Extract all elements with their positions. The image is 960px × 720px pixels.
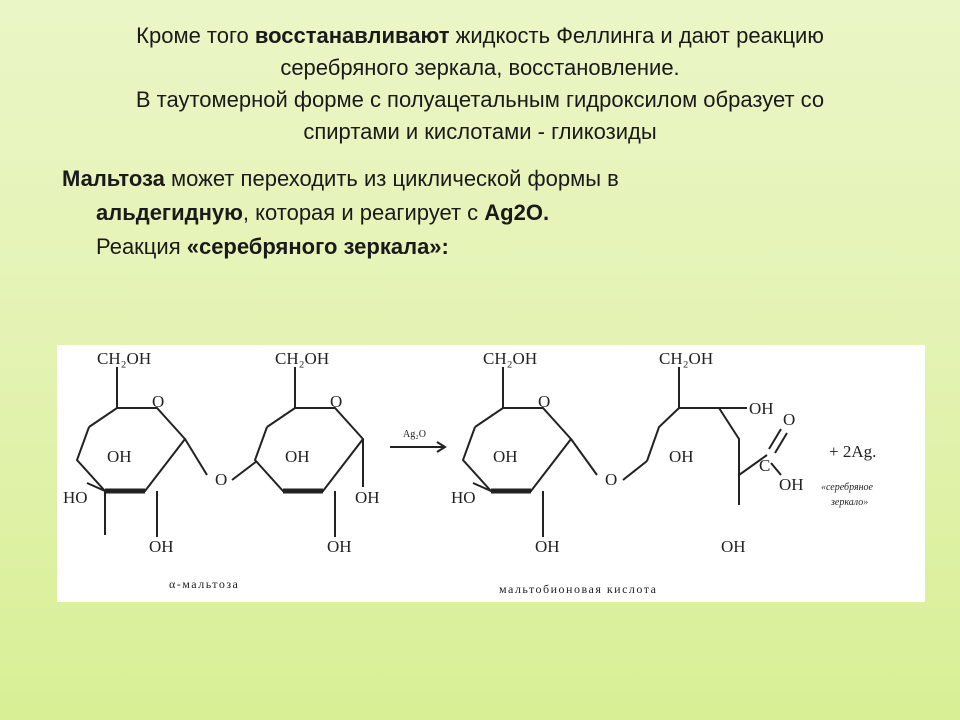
maltose-line-1: Мальтоза может переходить из циклической формы в xyxy=(62,166,619,191)
label-ch2oh-3: CH₂OH xyxy=(483,349,538,368)
maltose-text xyxy=(62,162,922,264)
reaction-scheme-svg xyxy=(57,345,925,602)
intro-line-1: Кроме того восстанавливают жидкость Феллинга и дают реакцию xyxy=(136,23,824,48)
label-o-bridge-1: O xyxy=(215,470,228,489)
maltose-line-3: Реакция «серебряного зеркала»: xyxy=(96,234,449,259)
label-ho-1: HO xyxy=(63,488,88,507)
label-o-ring-1: O xyxy=(152,392,165,411)
glyco-bond-3 xyxy=(571,439,597,475)
intro-line-2: серебряного зеркала, восстановление. xyxy=(280,55,680,80)
label-ch2oh-1: CH₂OH xyxy=(97,349,152,368)
label-ch2oh-4: CH₂OH xyxy=(659,349,714,368)
label-carboxyl-oh: OH xyxy=(779,475,804,494)
glyco-bond-4 xyxy=(623,461,647,480)
label-reagent-arrow: Ag₂O xyxy=(403,429,426,440)
label-oh-chain-top: OH xyxy=(749,399,774,418)
label-mirror-note-1: «серебряное xyxy=(821,482,873,493)
label-o-bridge-2: O xyxy=(605,470,618,489)
label-oh-ring-1: OH xyxy=(107,447,132,466)
label-plus-2ag: + 2Ag. xyxy=(829,442,877,461)
label-oh-bottom-2: OH xyxy=(327,537,352,556)
intro-text xyxy=(40,20,920,148)
caption-maltobionic-acid: мальтобионовая кислота xyxy=(499,582,658,596)
label-o-ring-2: O xyxy=(330,392,343,411)
label-oh-chain: OH xyxy=(669,447,694,466)
glyco-bond-2 xyxy=(232,461,257,480)
intro-emphasis: восстанавливают xyxy=(254,23,450,48)
label-mirror-note-2: зеркало» xyxy=(831,497,869,508)
reaction-figure xyxy=(57,345,925,602)
label-oh-bottom-4: OH xyxy=(721,537,746,556)
label-oh-ring-2: OH xyxy=(285,447,310,466)
label-oh-bottom-1: OH xyxy=(149,537,174,556)
label-oh-ring-3: OH xyxy=(493,447,518,466)
label-o-ring-3: O xyxy=(538,392,551,411)
maltose-line-2: альдегидную, которая и реагирует с Ag2O. xyxy=(96,200,550,225)
label-carboxyl-c: C xyxy=(759,456,771,475)
label-oh-right-2: OH xyxy=(355,488,380,507)
glyco-bond-1 xyxy=(185,439,207,475)
label-carboxyl-o: O xyxy=(783,410,796,429)
reagent-label: Ag2O. xyxy=(484,200,550,225)
intro-line-4: спиртами и кислотами - гликозиды xyxy=(303,119,657,144)
caption-alpha-maltose: α-мальтоза xyxy=(169,577,240,591)
carbonyl-oh-bond xyxy=(771,463,781,475)
intro-line-3: В таутомерной форме с полуацетальным гидроксилом образует со xyxy=(135,87,825,112)
label-oh-bottom-3: OH xyxy=(535,537,560,556)
label-ho-2: HO xyxy=(451,488,476,507)
label-ch2oh-2: CH₂OH xyxy=(275,349,330,368)
